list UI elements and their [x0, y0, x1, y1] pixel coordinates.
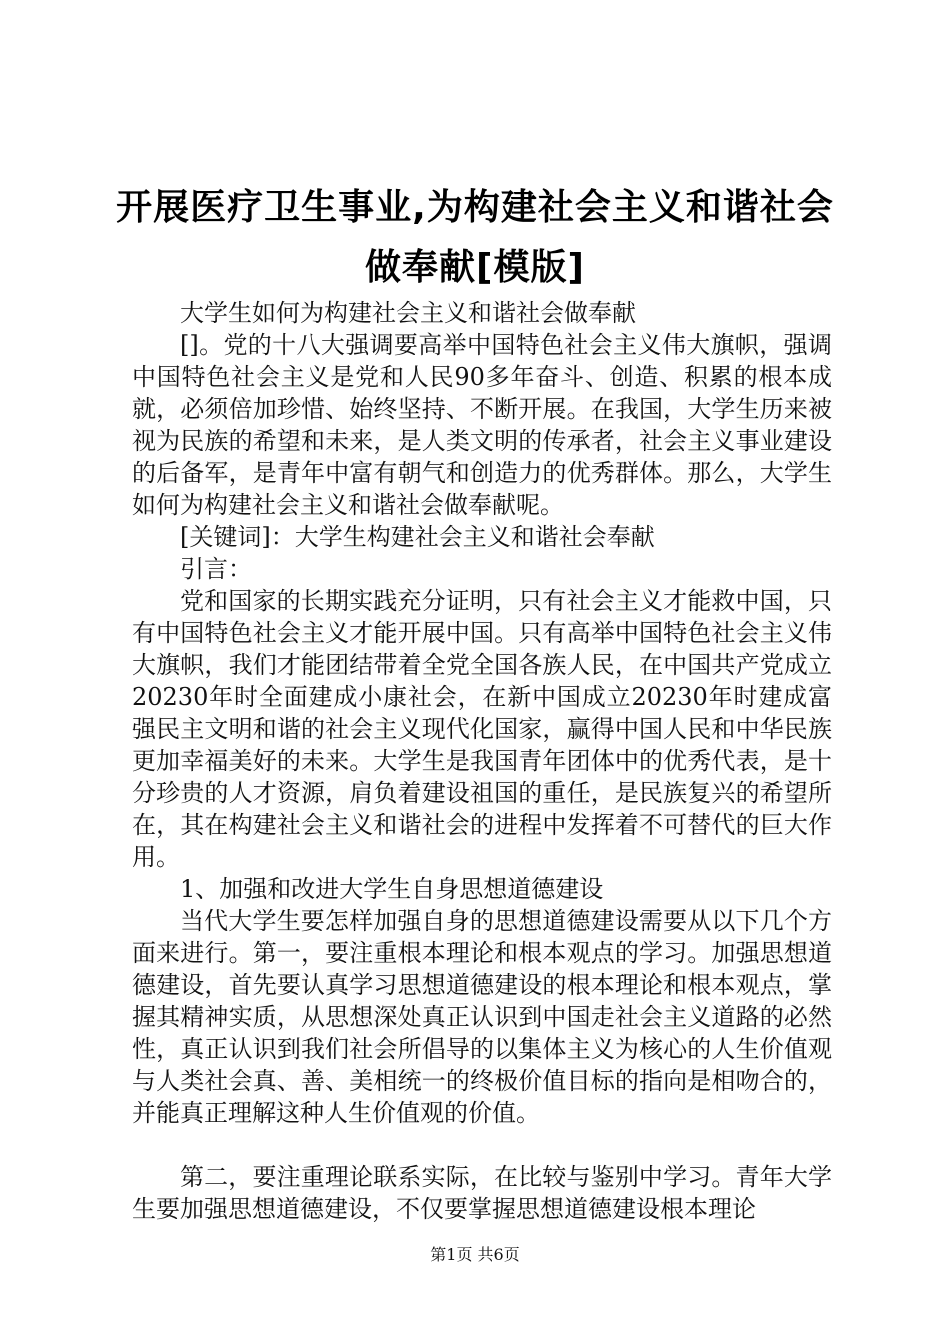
- page-number-footer: 第1页 共6页: [430, 1245, 520, 1264]
- document-title-line-1: 开展医疗卫生事业,为构建社会主义和谐社会: [116, 187, 834, 228]
- introduction-paragraph: 党和国家的长期实践充分证明，只有社会主义才能救中国，只有中国特色社会主义才能开展中国。只有高举中国特色社会主义伟大旗帜，我们才能团结带着全党全国各族人民，在中国共产党成立20230年时全面建成小康社会，在新中国成立20230年时建成富强民主文明和谐的社会主义现代化国家，赢得中国人民和中华民族更加幸福美好的未来。大学生是我国青年团体中的优秀代表，是十分珍贵的人才资源，肩负着建设祖国的重任，是民族复兴的希望所在，其在构建社会主义和谐社会的进程中发挥着不可替代的巨大作用。: [132, 587, 832, 871]
- section-paragraph-2: 第二，要注重理论联系实际，在比较与鉴别中学习。青年大学生要加强思想道德建设，不仅要掌握思想道德建设根本理论: [132, 1163, 832, 1223]
- section-paragraph-1: 当代大学生要怎样加强自身的思想道德建设需要从以下几个方面来进行。第一，要注重根本理论和根本观点的学习。加强思想道德建设，首先要认真学习思想道德建设的根本理论和根本观点，掌握其精神实质，从思想深处真正认识到中国走社会主义道路的必然性，真正认识到我们社会所倡导的以集体主义为核心的人生价值观与人类社会真、善、美相统一的终极价值目标的指向是相吻合的，并能真正理解这种人生价值观的价值。: [132, 907, 832, 1127]
- document-body: [132, 297, 832, 1225]
- document-title-line-2: 做奉献[模版]: [365, 247, 585, 288]
- keywords-paragraph: [关键词]：大学生构建社会主义和谐社会奉献: [180, 523, 655, 551]
- abstract-paragraph: []。党的十八大强调要高举中国特色社会主义伟大旗帜，强调中国特色社会主义是党和人民90多年奋斗、创造、积累的根本成就，必须倍加珍惜、始终坚持、不断开展。在我国，大学生历来被视为民族的希望和未来，是人类文明的传承者，社会主义事业建设的后备军，是青年中富有朝气和创造力的优秀群体。那么，大学生如何为构建社会主义和谐社会做奉献呢。: [132, 331, 832, 519]
- section-heading-1: 1、加强和改进大学生自身思想道德建设: [180, 875, 604, 903]
- subtitle-paragraph: 大学生如何为构建社会主义和谐社会做奉献: [180, 299, 636, 327]
- introduction-heading: 引言：: [180, 555, 252, 583]
